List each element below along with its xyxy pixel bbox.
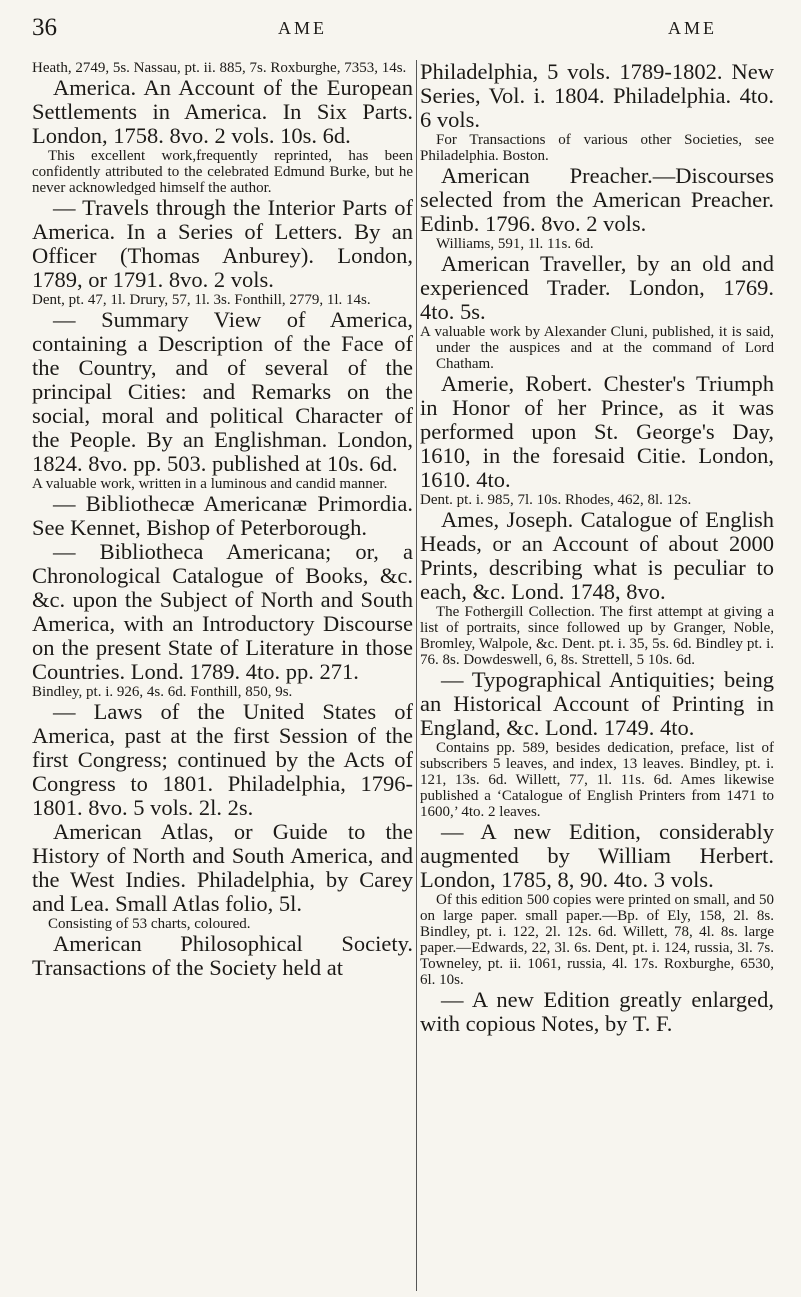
entry-philosophical-society-cont: Philadelphia, 5 vols. 1789-1802. New Series, Vol. i. 1804. Philadelphia. 4to. 6 vols. xyxy=(420,60,774,132)
entry-philosophical-society: American Philosophical Society. Transactions of the Society held at xyxy=(32,931,413,980)
page-number: 36 xyxy=(32,14,57,41)
note-edition-copies: Of this edition 500 copies were printed on small, and 50 on large paper. small paper.—Bp. of Ely, 158, 2l. 8s. Bindley, pt. i. 122, 2l. 12s. 6d. Willett, 78, 4l. 8s. large paper.—Edwards, 22, 3l. 6s. Dent, pt. i. 124, russia, 3l. 7s. Towneley, pt. ii. 1061, russia, 4l. 17s. Roxburghe, 6530, 6l. 10s. xyxy=(420,892,774,988)
note-cluni: A valuable work by Alexander Cluni, published, it is said, under the auspices and at the command of Lord Chatham. xyxy=(420,324,774,372)
entry-bibliothecae-primordia: — Bibliothecæ Americanæ Primordia. See Kennet, Bishop of Peterborough. xyxy=(32,491,413,540)
price-note: Dent. pt. i. 985, 7l. 10s. Rhodes, 462, 8l. 12s. xyxy=(420,492,692,508)
headword-left: AME xyxy=(278,18,327,38)
left-column xyxy=(32,60,413,1291)
entry-american-atlas: American Atlas, or Guide to the History of North and South America, and the West Indies. Philadelphia, by Carey and Lea. Small Atlas folio, 5l. xyxy=(32,819,413,916)
right-column xyxy=(420,60,774,1291)
note-burke: This excellent work,frequently reprinted, has been confidently attributed to the celebrated Edmund Burke, but he never acknowledged himself the author. xyxy=(32,148,413,196)
entry-new-edition-herbert: — A new Edition, considerably augmented by William Herbert. London, 1785, 8, 90. 4to. 3 vols. xyxy=(420,819,774,892)
entry-typographical-antiquities: — Typographical Antiquities; being an Historical Account of Printing in England, &c. Lond. 1749. 4to. xyxy=(420,667,774,740)
entry-american-traveller: American Traveller, by an old and experienced Trader. London, 1769. 4to. 5s. xyxy=(420,251,774,324)
entry-american-preacher: American Preacher.—Discourses selected from the American Preacher. Edinb. 1796. 8vo. 2 vols. xyxy=(420,163,774,236)
price-note: Dent, pt. 47, 1l. Drury, 57, 1l. 3s. Fonthill, 2779, 1l. 14s. xyxy=(32,292,371,308)
price-note: Heath, 2749, 5s. Nassau, pt. ii. 885, 7s. Roxburghe, 7353, 14s. xyxy=(32,60,407,76)
price-note: Williams, 591, 1l. 11s. 6d. xyxy=(436,236,594,252)
entry-amerie-robert: Amerie, Robert. Chester's Triumph in Honor of her Prince, as it was performed upon St. George's Day, 1610, in the foresaid Citie. London, 1610. 4to. xyxy=(420,371,774,492)
entry-travels-interior: — Travels through the Interior Parts of America. In a Series of Letters. By an Officer (Thomas Anburey). London, 1789, or 1791. 8vo. 2 vols. xyxy=(32,195,413,292)
price-note: Bindley, pt. i. 926, 4s. 6d. Fonthill, 850, 9s. xyxy=(32,684,293,700)
entry-new-edition-enlarged: — A new Edition greatly enlarged, with copious Notes, by T. F. xyxy=(420,987,774,1036)
headword-right: AME xyxy=(668,18,717,38)
note-charts: Consisting of 53 charts, coloured. xyxy=(48,916,251,932)
entry-bibliotheca-americana: — Bibliotheca Americana; or, a Chronological Catalogue of Books, &c. &c. upon the Subject of North and South America, with an Introductory Discourse on the present State of Literature in those Countries. Lond. 1789. 4to. pp. 271. xyxy=(32,539,413,684)
running-header xyxy=(32,14,773,44)
note-fothergill: The Fothergill Collection. The first attempt at giving a list of portraits, since followed up by Granger, Noble, Bromley, Walpole, &c. Dent. pt. i. 35, 5s. 6d. Bindley pt. i. 76. 8s. Dowdeswell, 6, 8s. Strettell, 5 10s. 6d. xyxy=(420,604,774,668)
entry-summary-view: — Summary View of America, containing a Description of the Face of the Country, and of several of the principal Cities: and Remarks on the social, moral and political Character of the People. By an Englishman. London, 1824. 8vo. pp. 503. published at 10s. 6d. xyxy=(32,307,413,476)
entry-ames-catalogue: Ames, Joseph. Catalogue of English Heads, or an Account of about 2000 Prints, describing what is peculiar to each, &c. Lond. 1748, 8vo. xyxy=(420,507,774,604)
column-divider xyxy=(416,60,417,1291)
note-transactions: For Transactions of various other Societies, see Philadelphia. Boston. xyxy=(420,132,774,164)
note-contains: Contains pp. 589, besides dedication, preface, list of subscribers 5 leaves, and index, 13 leaves. Bindley, pt. i. 121, 13s. 6d. Willett, 77, 1l. 11s. 6d. Ames likewise published a ‘Catalogue of English Printers from 1471 to 1600,’ 4to. 2 leaves. xyxy=(420,740,774,820)
entry-america-account: America. An Account of the European Settlements in America. In Six Parts. London, 1758. 8vo. 2 vols. 10s. 6d. xyxy=(32,75,413,148)
entry-laws-united-states: — Laws of the United States of America, past at the first Session of the first Congress; continued by the Acts of Congress to 1801. Philadelphia, 1796-1801. 8vo. 5 vols. 2l. 2s. xyxy=(32,699,413,820)
note-valuable-work: A valuable work, written in a luminous and candid manner. xyxy=(32,476,388,492)
